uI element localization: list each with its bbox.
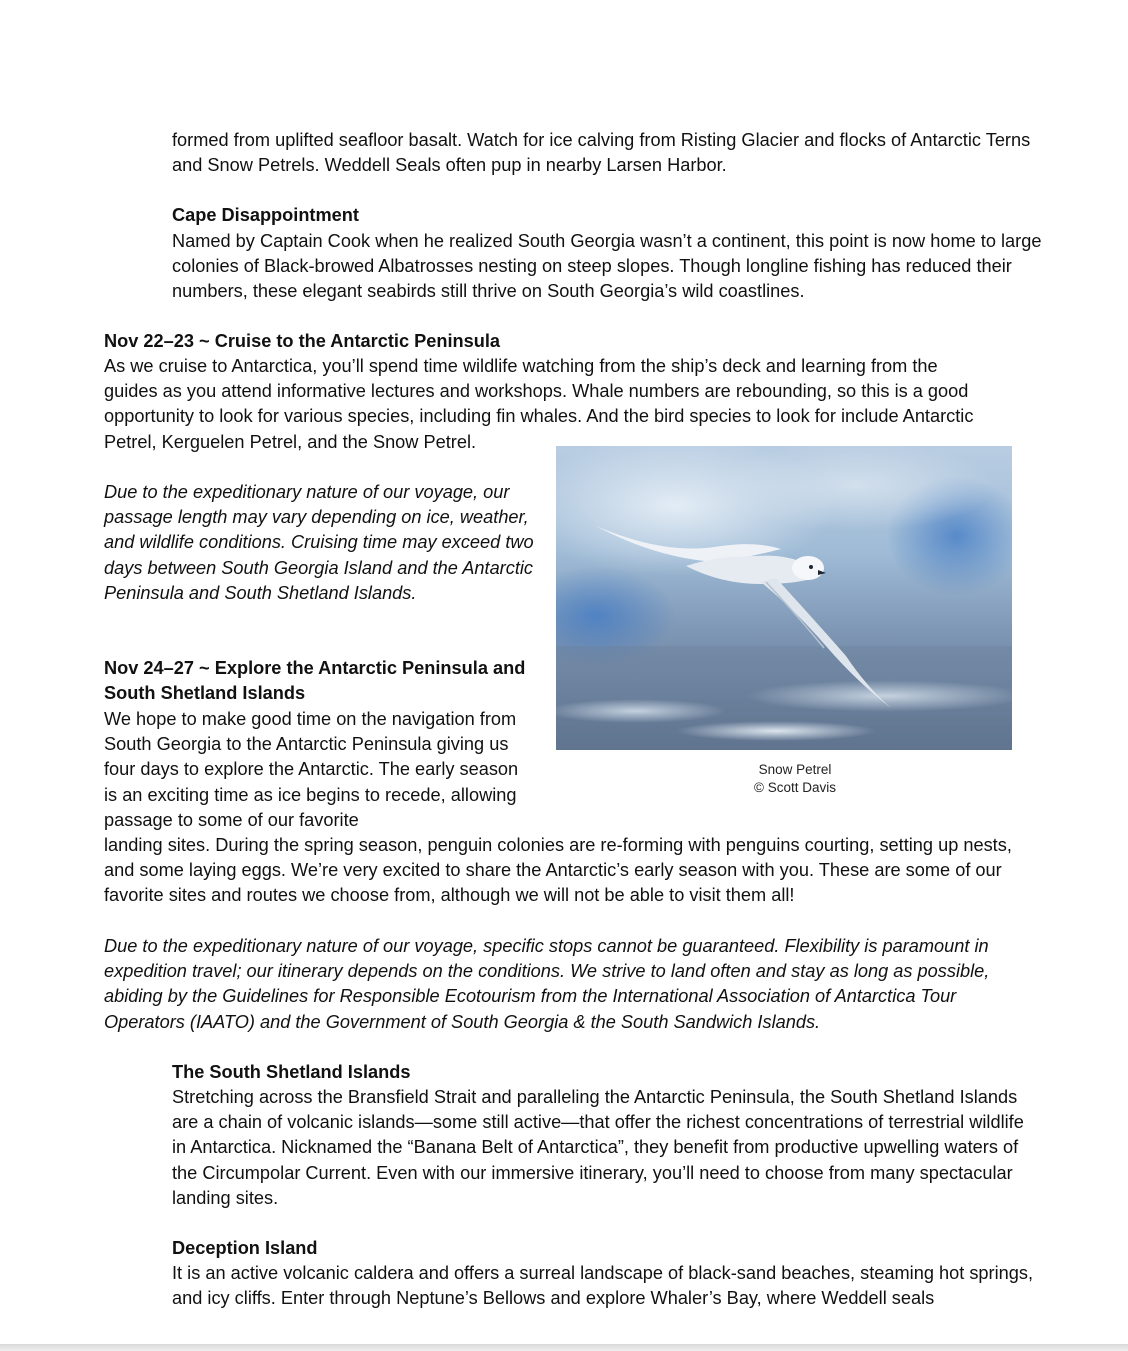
deception-island-paragraph: It is an active volcanic caldera and offers a surreal landscape of black-sand beaches, steaming hot springs, and icy cliffs. Enter through Neptune’s Bellows and explore Whaler’s Bay, where Weddell seals	[172, 1263, 1034, 1309]
cruise-paragraph	[104, 354, 1039, 455]
cape-disappointment-heading: Cape Disappointment	[172, 205, 359, 225]
explore-paragraph-wrapped: We hope to make good time on the navigation from South Georgia to the Antarctic Peninsula giving us four days to explore the Antarctic. The early season is an exciting time as ice begins to recede, allowing passage to some of our favorite	[104, 709, 519, 830]
explore-paragraph: landing sites. During the spring season, penguin colonies are re-forming with penguins courting, setting up nests, and some laying eggs. We’re very excited to share the Antarctic’s early season with you. These are some of our favorite sites and routes we choose from, although we will not be able to visit them all!	[104, 835, 1012, 906]
photo-caption-title: Snow Petrel	[758, 762, 832, 777]
cape-disappointment-paragraph: Named by Captain Cook when he realized South Georgia wasn’t a continent, this point is now home to large colonies of Black-browed Albatrosses nesting on steep slopes. Though longline fishing has reduced their numbers, these elegant seabirds still thrive on South Georgia’s wild coastlines.	[172, 231, 1042, 302]
south-shetland-heading: The South Shetland Islands	[172, 1062, 411, 1082]
snow-petrel-photo	[556, 446, 1012, 750]
explore-note: Due to the expeditionary nature of our voyage, specific stops cannot be guaranteed. Flexibility is paramount in expedition travel; our itinerary depends on the conditions. We strive to land often and stay as long as possible, abiding by the Guidelines for Responsible Ecotourism from the International Association of Antarctica Tour Operators (IAATO) and the Government of South Georgia & the South Sandwich Islands.	[104, 936, 990, 1032]
south-shetland-paragraph: Stretching across the Bransfield Strait and paralleling the Antarctic Peninsula, the South Shetland Islands are a chain of volcanic islands—some still active—that offer the richest concentrations of terrestrial wildlife in Antarctica. Nicknamed the “Banana Belt of Antarctica”, they benefit from productive upwelling waters of the Circumpolar Current. Even with our immersive itinerary, you’ll need to choose from many spectacular landing sites.	[172, 1087, 1024, 1208]
page-edge	[0, 1344, 1128, 1351]
cruise-line: Petrel, Kerguelen Petrel, and the Snow Petrel.	[104, 431, 477, 452]
cruise-note: Due to the expeditionary nature of our voyage, our passage length may vary depending on ice, weather, and wildlife conditions. Cruising time may exceed two days between South Georgia Island and the Antarctic Peninsula and South Shetland Islands.	[104, 482, 534, 603]
intro-paragraph: formed from uplifted seafloor basalt. Watch for ice calving from Risting Glacier and flocks of Antarctic Terns and Snow Petrels. Weddell Seals often pup in nearby Larsen Harbor.	[172, 130, 1031, 176]
cruise-line: As we cruise to Antarctica, you’ll spend time wildlife watching from the ship’s deck and learning from the	[104, 356, 938, 376]
cruise-line: opportunity to look for various species, including fin whales. And the bird species to look for include Antarctic	[104, 406, 974, 427]
explore-heading: Nov 24–27 ~ Explore the Antarctic Peninsula and South Shetland Islands	[104, 658, 526, 704]
cruise-line: guides as you attend informative lectures and workshops. Whale numbers are rebounding, so this is a good	[104, 381, 969, 402]
deception-island-heading: Deception Island	[172, 1238, 318, 1258]
photo-caption-credit: © Scott Davis	[754, 780, 836, 795]
cruise-heading: Nov 22–23 ~ Cruise to the Antarctic Peninsula	[104, 331, 501, 351]
